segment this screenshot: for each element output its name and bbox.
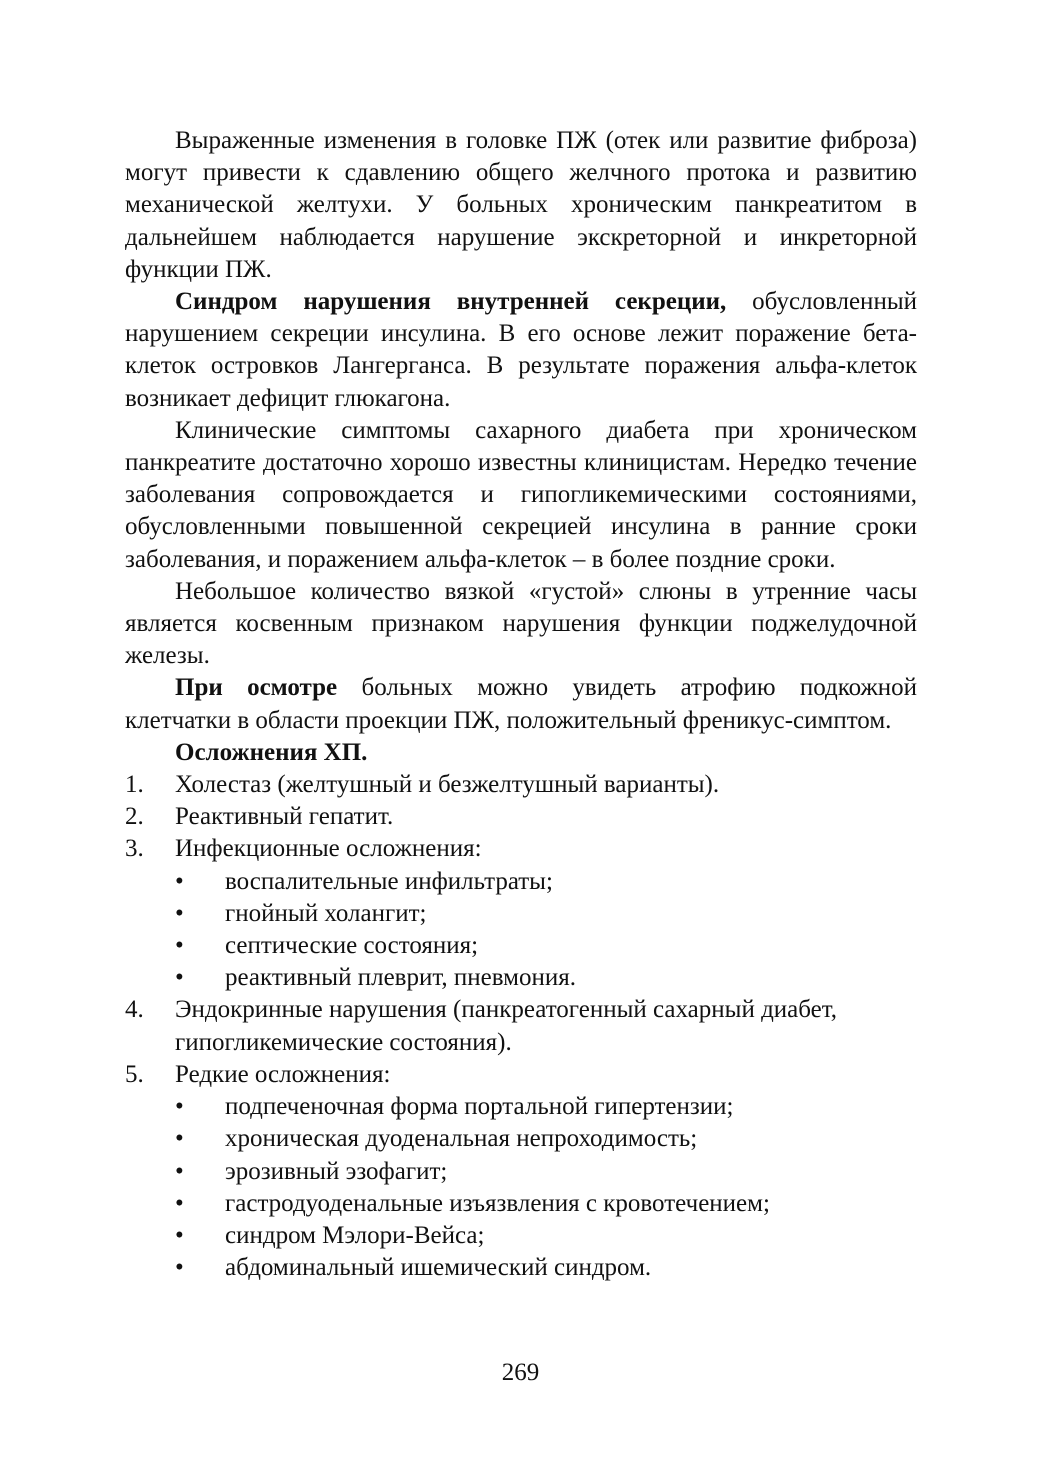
paragraph-2 <box>125 286 917 415</box>
list-item-number: 1. <box>125 771 144 799</box>
bullet-icon: • <box>175 932 184 960</box>
sub-list-item-text: гастродуоденальные изъязвления с кровотечением; <box>225 1189 770 1217</box>
paragraph-2-bold: Синдром нарушения внутренней секреции, <box>175 288 727 316</box>
list-item-text: Инфекционные осложнения: <box>175 835 482 863</box>
list-item <box>125 769 887 801</box>
bullet-icon: • <box>175 1125 184 1153</box>
list-item-text: Холестаз (желтушный и безжелтушный варианты). <box>175 771 720 799</box>
list-item <box>125 833 887 994</box>
sub-list-item <box>175 898 887 930</box>
complications-list <box>125 769 917 1284</box>
sub-list-item <box>175 1091 887 1123</box>
bullet-icon: • <box>175 899 184 927</box>
bullet-icon: • <box>175 1093 184 1121</box>
sub-list-item-text: гнойный холангит; <box>225 899 427 927</box>
list-item-text: Реактивный гепатит. <box>175 803 394 831</box>
bullet-icon: • <box>175 1157 184 1185</box>
page-number: 269 <box>501 1359 540 1386</box>
paragraph-4 <box>125 576 917 673</box>
paragraph-5-bold: При осмотре <box>175 674 338 702</box>
sub-list-item <box>175 1156 887 1188</box>
paragraph-4-text: Небольшое количество вязкой «густой» слюны в утренние часы является косвенным признаком нарушения функции поджелудочной железы. <box>125 577 917 670</box>
list-item <box>125 1059 887 1284</box>
sub-list-item-text: хроническая дуоденальная непроходимость; <box>225 1125 698 1153</box>
sub-list-item-text: синдром Мэлори-Вейса; <box>225 1221 485 1249</box>
sub-list-item <box>175 962 887 994</box>
sub-list-item <box>175 866 887 898</box>
sub-list <box>175 866 887 995</box>
sub-list-item <box>175 1252 887 1284</box>
list-item <box>125 801 887 833</box>
sub-list-item-text: эрозивный эзофагит; <box>225 1157 448 1185</box>
list-item-number: 3. <box>125 835 144 863</box>
list-item <box>125 994 887 1058</box>
sub-list-item <box>175 1220 887 1252</box>
list-item-number: 4. <box>125 996 144 1024</box>
bullet-icon: • <box>175 964 184 992</box>
complications-heading: Осложнения ХП. <box>175 738 368 766</box>
bullet-icon: • <box>175 1189 184 1217</box>
bullet-icon: • <box>175 1221 184 1249</box>
sub-list-item-text: реактивный плеврит, пневмония. <box>225 964 576 992</box>
paragraph-5-text: больных можно увидеть атрофию подкожной клетчатки в области проекции ПЖ, положительный френикус-симптом. <box>125 674 917 734</box>
list-item-number: 5. <box>125 1060 144 1088</box>
list-item-text: Эндокринные нарушения (панкреатогенный сахарный диабет, гипогликемические состояния). <box>175 996 838 1056</box>
sub-list <box>175 1091 887 1284</box>
list-item-number: 2. <box>125 803 144 831</box>
sub-list-item-text: воспалительные инфильтраты; <box>225 867 553 895</box>
sub-list-item <box>175 1188 887 1220</box>
bullet-icon: • <box>175 867 184 895</box>
list-item-text: Редкие осложнения: <box>175 1060 391 1088</box>
page-body <box>125 125 917 1284</box>
paragraph-1 <box>125 125 917 286</box>
paragraph-3-text: Клинические симптомы сахарного диабета при хроническом панкреатите достаточно хорошо известны клиницистам. Нередко течение заболевания сопровождается и гипогликемическими состояниями, обусловленными повышенной секрецией инсулина в ранние сроки заболевания, и поражением альфа-клеток – в более поздние сроки. <box>125 416 917 573</box>
paragraph-3 <box>125 415 917 576</box>
bullet-icon: • <box>175 1254 184 1282</box>
sub-list-item-text: септические состояния; <box>225 932 479 960</box>
paragraph-5 <box>125 672 917 736</box>
sub-list-item-text: абдоминальный ишемический синдром. <box>225 1254 652 1282</box>
paragraph-1-text: Выраженные изменения в головке ПЖ (отек или развитие фиброза) могут привести к сдавлению общего желчного протока и развитию механической желтухи. У больных хроническим панкреатитом в дальнейшем наблюдается нарушение экскреторной и инкреторной функции ПЖ. <box>125 127 917 283</box>
sub-list-item <box>175 1123 887 1155</box>
sub-list-item-text: подпеченочная форма портальной гипертензии; <box>225 1093 734 1121</box>
paragraph-2-text: обусловленный нарушением секреции инсулина. В его основе лежит поражение бета-клеток островков Лангерганса. В результате поражения альфа-клеток возникает дефицит глюкагона. <box>125 288 917 412</box>
sub-list-item <box>175 930 887 962</box>
